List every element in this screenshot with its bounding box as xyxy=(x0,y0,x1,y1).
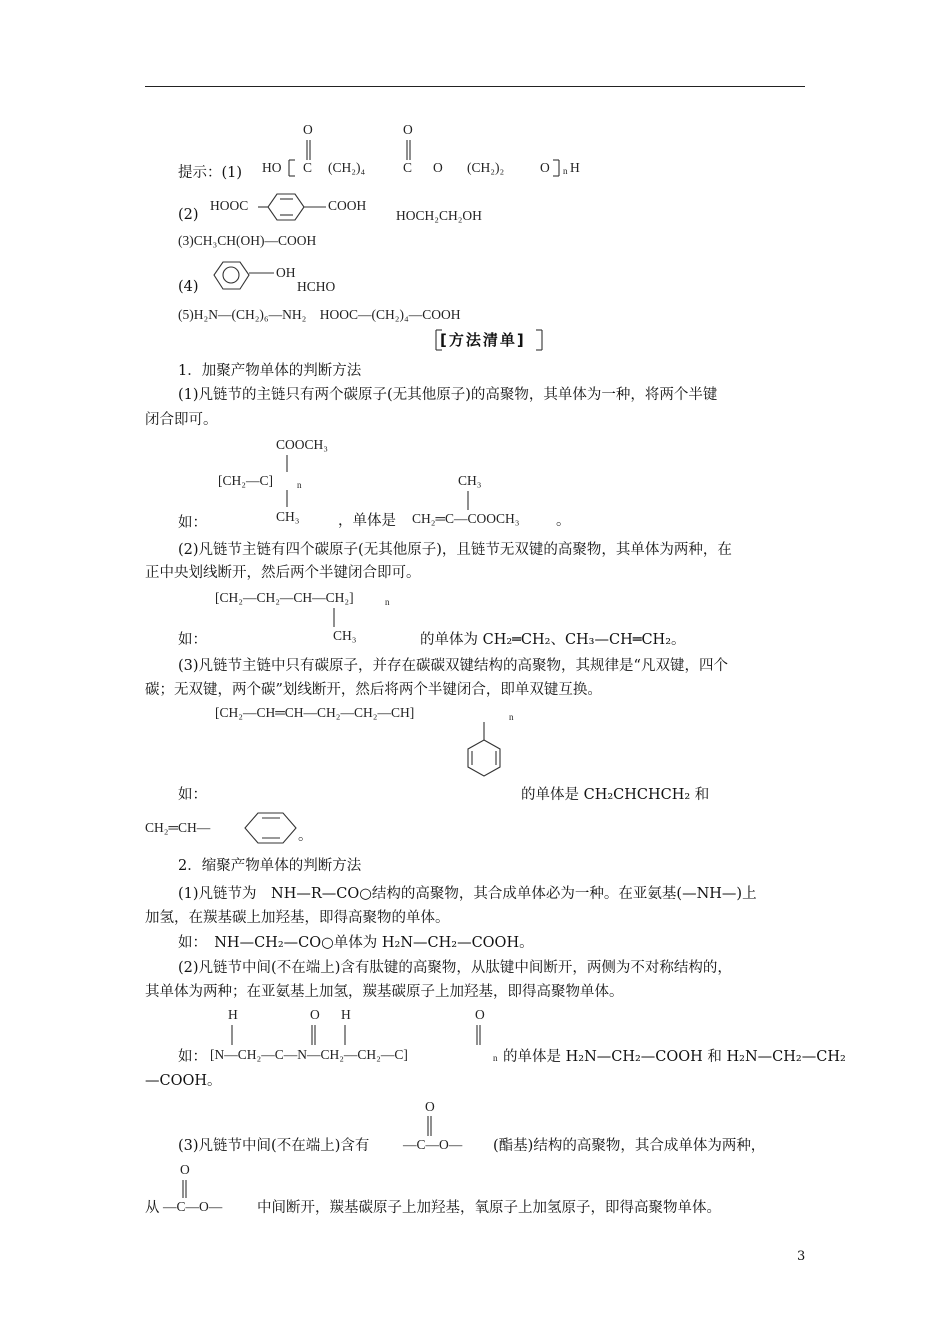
s2-p1-a: (1)凡链节为 NH—R—CO○结构的高聚物，其合成单体必为一种。在亚氨基(—NH—)上 xyxy=(178,886,757,902)
hint-label: 提示：(1) xyxy=(178,165,243,181)
s2-p3-b-group: —C—O— xyxy=(163,1199,223,1214)
hint2-cooh: COOH xyxy=(328,198,367,213)
ex4-h1: H xyxy=(228,1007,238,1022)
hint3: (3)CH₃CH(OH)—COOH xyxy=(178,233,317,248)
ex1-ru: 如： xyxy=(178,515,207,531)
s1-p2-a: (2)凡链节主链有四个碳原子(无其他原子)，且链节无双键的高聚物，其单体为两种，在 xyxy=(178,542,732,558)
s2-p3-b2: 中间断开，羰基碳原子上加羟基，氧原子上加氢原子，即得高聚物单体。 xyxy=(257,1200,721,1216)
s1-p1-b: 闭合即可。 xyxy=(145,412,218,428)
s1-p3-a: (3)凡链节主链中只有碳原子，并存在碳碳双键结构的高聚物，其规律是“凡双键，四个 xyxy=(178,658,728,674)
ex4-result-b: —COOH。 xyxy=(145,1073,222,1089)
hint1-c1: C xyxy=(303,160,313,175)
s1-p3-b: 碳；无双键，两个碳”划线断开，然后将两个半键闭合，即单双键互换。 xyxy=(145,682,602,698)
s1-title: 1．加聚产物单体的判断方法 xyxy=(178,363,362,379)
s2-title: 2．缩聚产物单体的判断方法 xyxy=(178,858,362,874)
ex4-o2: O xyxy=(475,1007,485,1022)
ex3-monomer: CH₂═CH— xyxy=(145,820,211,835)
hint1-carbonyl-o2: O xyxy=(403,122,413,137)
ex1-top: COOCH₃ xyxy=(276,437,328,452)
ex1-end: 。 xyxy=(556,513,571,529)
method-heading: [方法清单] xyxy=(440,331,526,349)
hint1-h: H xyxy=(570,160,580,175)
hint4-oh: OH xyxy=(276,265,296,280)
ex1-n: n xyxy=(297,480,302,490)
s2-p3-b1: 从 xyxy=(145,1200,160,1216)
hint1-ho: HO xyxy=(262,160,282,175)
hint1-c2: C xyxy=(403,160,413,175)
ex1-monomer-top: CH₃ xyxy=(458,473,482,488)
ex2-main: [CH₂—CH₂—CH—CH₂] xyxy=(215,590,354,605)
ex3-n: n xyxy=(509,712,514,722)
s2-p1-b: 加氢，在羰基碳上加羟基，即得高聚物的单体。 xyxy=(145,910,450,926)
s2-p3-o2: O xyxy=(180,1162,190,1177)
hint1-carbonyl-o1: O xyxy=(303,122,313,137)
s2-p2-b: 其单体为两种；在亚氨基上加氢，羰基碳原子上加羟基，即得高聚物单体。 xyxy=(145,984,624,1000)
s2-p3-o: O xyxy=(425,1099,435,1114)
ex4-main: [N—CH₂—C—N—CH₂—CH₂—C] xyxy=(210,1047,408,1062)
ex4-ru: 如： xyxy=(178,1049,207,1065)
ex3-main: [CH₂—CH═CH—CH₂—CH₂—CH] xyxy=(215,705,415,720)
benzene-ring-2 xyxy=(268,194,304,220)
hint5: (5)H₂N—(CH₂)₆—NH₂ HOOC—(CH₂)₄—COOH xyxy=(178,307,461,322)
ex1-main: [CH₂—C] xyxy=(218,473,273,488)
hint1-mid: (CH₂)₄ xyxy=(328,160,366,175)
ex4-n: n xyxy=(493,1053,498,1063)
benzene-ring-ex3 xyxy=(468,740,500,776)
ex2-result: 的单体为 CH₂═CH₂、CH₃—CH═CH₂。 xyxy=(420,632,686,648)
hint1-n: n xyxy=(563,166,568,176)
hint2-hooc: HOOC xyxy=(210,198,249,213)
ex3-ru: 如： xyxy=(178,787,207,803)
ex4-result: 的单体是 H₂N—CH₂—COOH 和 H₂N—CH₂—CH₂ xyxy=(503,1049,846,1065)
hint4-hcho: HCHO xyxy=(297,279,336,294)
ex2-ru: 如： xyxy=(178,632,207,648)
ex2-sub: CH₃ xyxy=(333,628,357,643)
hint1-o-link: O xyxy=(433,160,443,175)
ex1-mid: ，单体是 xyxy=(338,513,396,529)
page-number: 3 xyxy=(797,1249,806,1264)
s1-p2-b: 正中央划线断开，然后两个半键闭合即可。 xyxy=(145,565,421,581)
ex4-h2: H xyxy=(341,1007,351,1022)
hint4-num: (4) xyxy=(178,279,199,295)
ex1-monomer: CH₂═C—COOCH₃ xyxy=(412,511,520,526)
s2-ex1: 如： NH—CH₂—CO○单体为 H₂N—CH₂—COOH。 xyxy=(178,935,534,951)
s2-p3-a1: (3)凡链节中间(不在端上)含有 xyxy=(178,1138,370,1154)
s2-p3-a2: (酯基)结构的高聚物，其合成单体为两种， xyxy=(493,1138,766,1154)
hint2-glycol: HOCH₂CH₂OH xyxy=(396,208,482,223)
ex1-bottom: CH₃ xyxy=(276,509,300,524)
hint1-chain: (CH₂)₂ xyxy=(467,160,505,175)
s2-p2-a: (2)凡链节中间(不在端上)含有肽键的高聚物，从肽键中间断开，两侧为不对称结构的， xyxy=(178,960,732,976)
hint2-num: (2) xyxy=(178,207,199,223)
benzene-ring-4 xyxy=(214,262,249,289)
s1-p1-a: (1)凡链节的主链只有两个碳原子(无其他原子)的高聚物，其单体为一种，将两个半键 xyxy=(178,387,718,403)
ex4-o1: O xyxy=(310,1007,320,1022)
ex3-result: 的单体是 CH₂CHCHCH₂ 和 xyxy=(521,787,710,803)
ex3-end: 。 xyxy=(298,828,313,844)
s2-p3-group: —C—O— xyxy=(403,1137,463,1152)
ex2-n: n xyxy=(385,597,390,607)
hint1-o-end: O xyxy=(540,160,550,175)
